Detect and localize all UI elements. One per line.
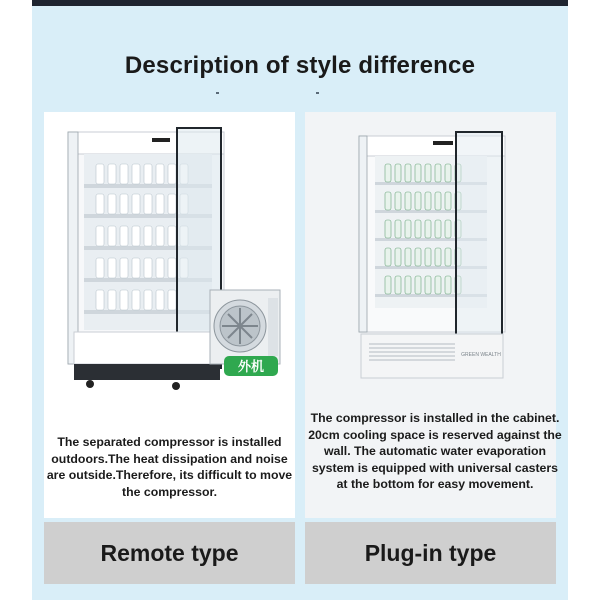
outdoor-unit-badge-label: 外机 <box>237 360 265 375</box>
top-bar <box>32 0 568 6</box>
plug-in-type-label: Plug-in type <box>305 522 556 584</box>
decorative-dot <box>316 92 319 94</box>
base-brand-text: GREEN WEALTH <box>461 352 501 358</box>
remote-type-fridge-image <box>44 112 295 402</box>
page-title: Description of style difference <box>124 52 476 79</box>
decorative-dot <box>216 92 219 94</box>
remote-type-description: The separated compressor is installed outdoors.The heat dissipation and noise are outside.Therefore, its difficult to move the compressor. <box>46 435 293 499</box>
remote-type-label: Remote type <box>44 522 295 584</box>
plug-in-type-fridge-image <box>305 112 556 402</box>
plug-in-type-description: The compressor is installed in the cabinet. 20cm cooling space is reserved against the wall. The automatic water evaporation system is equipped with universal casters at the bottom for easy movement. <box>308 411 562 491</box>
